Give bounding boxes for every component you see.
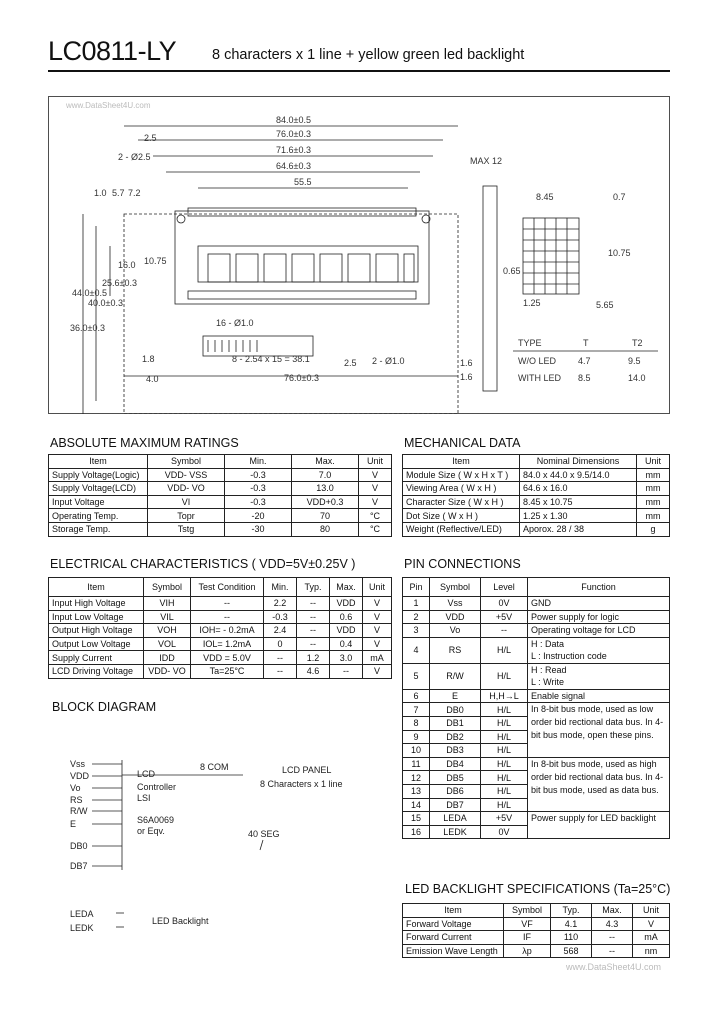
seg-bus	[260, 840, 263, 850]
dim-text: 55.5	[294, 177, 312, 187]
pin-label: DB0	[70, 841, 88, 851]
table-row: Operating Temp. Topr -20 70 °C	[49, 509, 392, 523]
dimension-lines	[83, 126, 458, 414]
title-rule	[48, 70, 670, 72]
dim-text: 76.0±0.3	[276, 129, 311, 139]
dim-text: 44.0±0.5	[72, 288, 107, 298]
svg-text:LEDK: LEDK	[70, 923, 94, 933]
pin-label: R/W	[70, 806, 88, 816]
dim-text: 1.25	[523, 298, 541, 308]
table-row: Emission Wave Length λp 568 -- nm	[403, 944, 670, 958]
svg-text:T2: T2	[632, 338, 643, 348]
dim-text: MAX 12	[470, 156, 503, 166]
table-row: Input Low Voltage VIL -- -0.3 -- 0.6 V	[49, 610, 392, 624]
table-row: Input Voltage VI -0.3 VDD+0.3 V	[49, 495, 392, 509]
svg-text:4.7: 4.7	[578, 356, 591, 366]
svg-text:LCD: LCD	[137, 769, 156, 779]
dim-text: 5.7	[112, 188, 125, 198]
pin-label: RS	[70, 795, 83, 805]
table-row: LCD Driving Voltage VDD- VO Ta=25°C -- 4.6 -- V	[49, 664, 392, 678]
table-row: 10 DB3 H/L	[403, 744, 670, 758]
dim-text: 1.6	[460, 358, 473, 368]
pin-table: Pin Symbol Level Function 1 Vss 0V GND 2 VDD +5V Power supply for logic 3 Vo -- Operating voltage for LCD 4 RS H/L H : Data L : Instruction code 5 R/W H/L H : Read L : Write 6 E H,H→L Enable signal 7 DB0 H/L In 8-bit bus mode, used as low order bid rectional data bus. In 4-bit bus mode, open these pins. 8 DB1 H/L 9 DB2 H/L 10 DB3 H/L 11 DB4 H/L In 8-bit bus mode, used as high order bid rectional data bus. In 4-bit bus mode, used as data bus. 12 DB5 H/L 13 DB6 H/L 14 DB7 H/L 15 LEDA +5V Power supply for LED backlight 16 LEDK 0V	[402, 577, 670, 839]
dim-text: 5.65	[596, 300, 614, 310]
board-outline-dashed	[124, 214, 458, 414]
pin-label: Vo	[70, 783, 81, 793]
dim-text: 4.0	[146, 374, 159, 384]
watermark-bottom: www.DataSheet4U.com	[566, 962, 662, 972]
table-row: Character Size ( W x H ) 8.45 x 10.75 mm	[403, 495, 670, 509]
table-row: 14 DB7 H/L	[403, 798, 670, 812]
watermark-top: www.DataSheet4U.com	[66, 101, 151, 110]
connector	[203, 336, 313, 356]
table-row: 3 Vo -- Operating voltage for LCD	[403, 624, 670, 638]
lcd-top-edge	[188, 208, 416, 216]
pin-title: PIN CONNECTIONS	[404, 557, 521, 571]
svg-text:8 COM: 8 COM	[200, 762, 229, 772]
lcd-bottom-edge	[188, 291, 416, 299]
table-row: Output High Voltage VOH IOH= - 0.2mA 2.4 -- VDD V	[49, 624, 392, 638]
dim-text: 16 - Ø1.0	[216, 318, 254, 328]
svg-text:LSI: LSI	[137, 793, 151, 803]
block-diagram	[48, 745, 394, 940]
table-row: Module Size ( W x H x T ) 84.0 x 44.0 x 9.5/14.0 mm	[403, 468, 670, 482]
page-title: LC0811-LY	[48, 36, 177, 66]
svg-text:8.5: 8.5	[578, 373, 591, 383]
led-table: Item Symbol Typ. Max. Unit Forward Voltage VF 4.1 4.3 V Forward Current IF 110 -- mA Emission Wave Length λp 568 -- nm	[402, 903, 670, 958]
dim-text: 7.2	[128, 188, 141, 198]
elec-table: Item Symbol Test Condition Min. Typ. Max. Unit Input High Voltage VIH -- 2.2 -- VDD V Input Low Voltage VIL -- -0.3 -- 0.6 V Output High Voltage VOH IOH= - 0.2mA 2.4 -- VDD V Output Low Voltage VOL IOL= 1.2mA 0 -- 0.4 V Supply Current IDD VDD = 5.0V -- 1.2 3.0 mA LCD Driving Voltage VDD- VO Ta=25°C -- 4.6 -- V	[48, 577, 392, 679]
dim-text: 84.0±0.5	[276, 115, 311, 125]
svg-text:T: T	[583, 338, 589, 348]
led-title: LED BACKLIGHT SPECIFICATIONS (Ta=25°C)	[405, 882, 671, 896]
table-row: 15 LEDA +5V Power supply for LED backlight	[403, 812, 670, 826]
table-row: 9 DB2 H/L	[403, 730, 670, 744]
table-row: Input High Voltage VIH -- 2.2 -- VDD V	[49, 597, 392, 611]
page-subtitle: 8 characters x 1 line + yellow green led backlight	[212, 47, 525, 63]
table-row: Supply Voltage(LCD) VDD- VO -0.3 13.0 V	[49, 482, 392, 496]
dim-text: 0.7	[613, 192, 626, 202]
table-row: 1 Vss 0V GND	[403, 597, 670, 611]
type-table	[518, 338, 646, 383]
dim-text: 76.0±0.3	[284, 373, 319, 383]
svg-text:TYPE: TYPE	[518, 338, 542, 348]
dim-text: 0.65	[503, 266, 521, 276]
mount-hole-left	[177, 215, 185, 223]
dim-text: 36.0±0.3	[70, 323, 105, 333]
dim-text: 2.5	[344, 358, 357, 368]
table-row: 8 DB1 H/L	[403, 716, 670, 730]
svg-text:WITH LED: WITH LED	[518, 373, 562, 383]
dim-text: 1.0	[94, 188, 107, 198]
block-title: BLOCK DIAGRAM	[52, 700, 157, 714]
svg-text:8 Characters x 1 line: 8 Characters x 1 line	[260, 779, 343, 789]
table-row: 11 DB4 H/L In 8-bit bus mode, used as high order bid rectional data bus. In 4-bit bus mode, used as data bus.	[403, 757, 670, 771]
table-row: 4 RS H/L H : Data L : Instruction code	[403, 637, 670, 663]
elec-title: ELECTRICAL CHARACTERISTICS ( VDD=5V±0.25V )	[50, 557, 356, 571]
abs-max-table: Item Symbol Min. Max. Unit Supply Voltage(Logic) VDD- VSS -0.3 7.0 V Supply Voltage(LCD) VDD- VO -0.3 13.0 V Input Voltage VI -0.3 VDD+0.3 V Operating Temp. Topr -20 70 °C Storage Temp. Tstg -30 80 °C	[48, 454, 392, 537]
table-row: 12 DB5 H/L	[403, 771, 670, 785]
abs-max-title: ABSOLUTE MAXIMUM RATINGS	[50, 436, 239, 450]
pin-label: VDD	[70, 771, 90, 781]
table-row: 13 DB6 H/L	[403, 784, 670, 798]
table-row: 16 LEDK 0V	[403, 825, 670, 839]
svg-text:LEDA: LEDA	[70, 909, 94, 919]
dim-text: 16.0	[118, 260, 136, 270]
svg-text:40 SEG: 40 SEG	[248, 829, 280, 839]
svg-text:S6A0069: S6A0069	[137, 815, 175, 825]
svg-text:LED Backlight: LED Backlight	[152, 916, 209, 926]
lcd-outline	[175, 211, 429, 304]
table-row: Output Low Voltage VOL IOL= 1.2mA 0 -- 0.4 V	[49, 637, 392, 651]
dim-text: 2.5	[144, 133, 157, 143]
svg-text:or Eqv.: or Eqv.	[137, 826, 165, 836]
pin-label: Vss	[70, 759, 86, 769]
pin-label: DB7	[70, 861, 88, 871]
dim-text: 64.6±0.3	[276, 161, 311, 171]
dim-text: 1.6	[460, 372, 473, 382]
table-row: Weight (Reflective/LED) Aporox. 28 / 38 g	[403, 522, 670, 536]
svg-text:W/O LED: W/O LED	[518, 356, 557, 366]
dim-text: 71.6±0.3	[276, 145, 311, 155]
table-row: Supply Voltage(Logic) VDD- VSS -0.3 7.0 V	[49, 468, 392, 482]
dim-text: 25.6±0.3	[102, 278, 137, 288]
svg-text:Controller: Controller	[137, 782, 177, 792]
table-row: Dot Size ( W x H ) 1.25 x 1.30 mm	[403, 509, 670, 523]
svg-text:14.0: 14.0	[628, 373, 646, 383]
table-row: 6 E H,H→L Enable signal	[403, 689, 670, 703]
side-view	[483, 186, 497, 391]
dim-text: 10.75	[608, 248, 631, 258]
table-row: 5 R/W H/L H : Read L : Write	[403, 663, 670, 689]
table-row: Forward Voltage VF 4.1 4.3 V	[403, 917, 670, 931]
dim-text: 8.45	[536, 192, 554, 202]
table-row: Viewing Area ( W x H ) 64.6 x 16.0 mm	[403, 482, 670, 496]
dim-text: 1.8	[142, 354, 155, 364]
svg-text:9.5: 9.5	[628, 356, 641, 366]
viewing-area	[198, 246, 418, 282]
table-row: 2 VDD +5V Power supply for logic	[403, 610, 670, 624]
dim-text: 2 - Ø2.5	[118, 152, 151, 162]
character-detail-grid	[523, 218, 579, 294]
svg-text:LCD PANEL: LCD PANEL	[282, 765, 332, 775]
pin-label: E	[70, 819, 77, 829]
dim-text: 40.0±0.3	[88, 298, 123, 308]
connector-pins	[208, 340, 257, 352]
mech-title: MECHANICAL DATA	[404, 436, 521, 450]
character-blocks	[208, 254, 414, 282]
mechanical-drawing	[48, 96, 670, 414]
dim-text: 8 - 2.54 x 15 = 38.1	[232, 354, 310, 364]
drawing-frame	[49, 97, 670, 414]
dim-text: 10.75	[144, 256, 167, 266]
table-row: 7 DB0 H/L In 8-bit bus mode, used as low order bid rectional data bus. In 4-bit bus mode, open these pins.	[403, 703, 670, 717]
table-row: Supply Current IDD VDD = 5.0V -- 1.2 3.0 mA	[49, 651, 392, 665]
dim-text: 2 - Ø1.0	[372, 356, 405, 366]
table-row: Forward Current IF 110 -- mA	[403, 931, 670, 945]
table-row: Storage Temp. Tstg -30 80 °C	[49, 522, 392, 536]
mech-table: Item Nominal Dimensions Unit Module Size ( W x H x T ) 84.0 x 44.0 x 9.5/14.0 mm Viewing Area ( W x H ) 64.6 x 16.0 mm Character Size ( W x H ) 8.45 x 10.75 mm Dot Size ( W x H ) 1.25 x 1.30 mm Weight (Reflective/LED) Aporox. 28 / 38 g	[402, 454, 670, 537]
